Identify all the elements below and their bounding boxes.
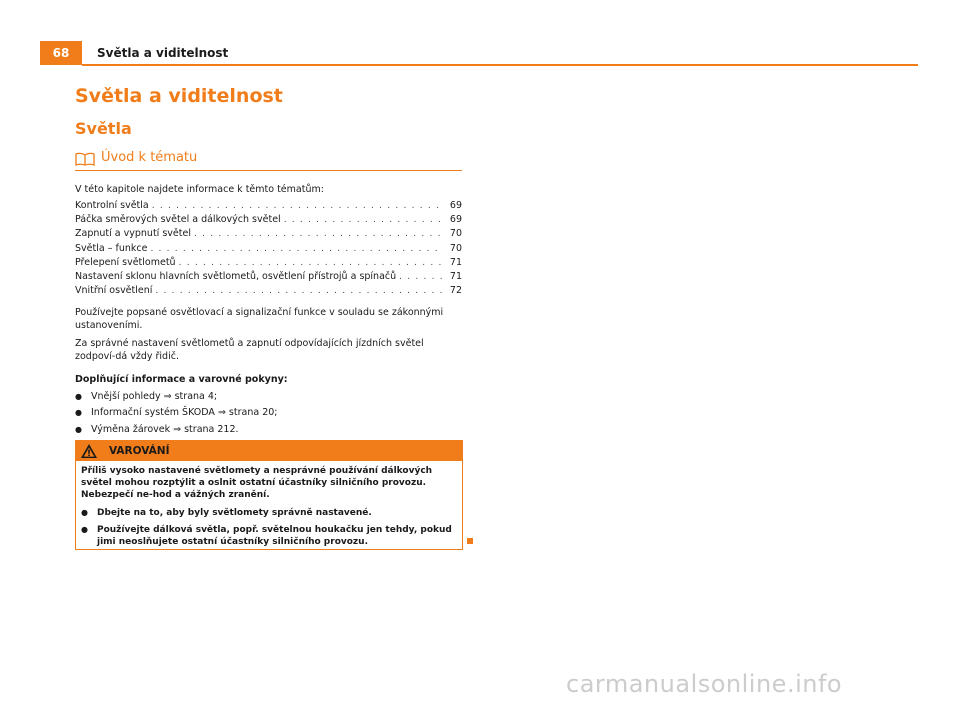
- toc-leader: [284, 215, 442, 225]
- list-item-text: Informační systém ŠKODA ⇒ strana 20;: [91, 407, 278, 419]
- warning-triangle-icon: [80, 443, 98, 459]
- warning-body: [76, 461, 462, 548]
- toc-entry-page: 71: [449, 256, 462, 268]
- toc-entry[interactable]: [75, 271, 462, 285]
- list-item-text: Výměna žárovek ⇒ strana 212.: [91, 423, 239, 435]
- toc-entry-label: Vnitřní osvětlení: [75, 285, 153, 297]
- chapter-title: Světla a viditelnost: [75, 85, 283, 107]
- warning-title: VAROVÁNÍ: [109, 445, 170, 457]
- book-icon: [75, 152, 95, 166]
- bullet-icon: ●: [75, 408, 82, 418]
- watermark: carmanualsonline.info: [566, 670, 843, 698]
- warning-text: Příliš vysoko nastavené světlomety a nesprávné používání dálkových světel mohou rozptýlit a oslnit ostatní účastníky silničního provozu. Nebezpečí ne-hod a vážných zranění.: [81, 466, 433, 501]
- toc-entry-label: Kontrolní světla: [75, 200, 149, 211]
- header-section-title: Světla a viditelnost: [97, 46, 229, 60]
- toc-leader: [152, 201, 442, 211]
- toc-entry-page: 70: [449, 228, 462, 240]
- topic-heading: [75, 150, 462, 171]
- bullet-icon: ●: [81, 507, 88, 517]
- toc-entry[interactable]: [75, 285, 462, 299]
- toc-leader: [150, 244, 442, 254]
- table-of-contents: [75, 200, 462, 299]
- toc-leader: [399, 272, 442, 282]
- topic-title: Úvod k tématu: [101, 150, 198, 165]
- toc-entry[interactable]: [75, 228, 462, 242]
- toc-entry[interactable]: [75, 257, 462, 271]
- paragraph-regulations: Používejte popsané osvětlovací a signalizační funkce v souladu se zákonnými ustanoveními.: [75, 307, 444, 331]
- toc-entry-page: 69: [449, 200, 462, 211]
- bullet-icon: ●: [75, 424, 82, 434]
- toc-entry[interactable]: [75, 243, 462, 257]
- page-header: [40, 41, 918, 65]
- list-item[interactable]: [75, 388, 462, 405]
- warning-box: [75, 440, 463, 550]
- toc-entry-page: 71: [449, 270, 462, 282]
- section-end-marker: [467, 538, 473, 544]
- bullet-icon: ●: [75, 391, 82, 401]
- toc-entry-page: 69: [449, 214, 462, 226]
- paragraph-driver-responsibility: Za správné nastavení světlometů a zapnutí odpovídajících jízdních světel zodpoví-dá vždy řidič.: [75, 338, 424, 362]
- reference-list: [75, 388, 462, 438]
- toc-entry-label: Nastavení sklonu hlavních světlometů, osvětlení přístrojů a spínačů: [75, 270, 397, 282]
- toc-entry-label: Páčka směrových světel a dálkových světel: [75, 214, 281, 226]
- toc-leader: [194, 229, 442, 239]
- warning-list-item: [81, 524, 457, 548]
- list-item[interactable]: [75, 405, 462, 422]
- toc-entry[interactable]: [75, 200, 462, 214]
- intro-text: V této kapitole najdete informace k těmto tématům:: [75, 184, 324, 195]
- warning-header: [76, 441, 462, 461]
- toc-entry[interactable]: [75, 214, 462, 228]
- additional-info-heading: Doplňující informace a varovné pokyny:: [75, 374, 288, 385]
- header-divider: [82, 64, 918, 66]
- list-item-text: Vnější pohledy ⇒ strana 4;: [91, 390, 218, 402]
- toc-entry-label: Přelepení světlometů: [75, 256, 176, 268]
- toc-entry-page: 70: [449, 242, 462, 254]
- list-item[interactable]: [75, 421, 462, 438]
- warning-list-item-text: Dbejte na to, aby byly světlomety správně nastavené.: [97, 507, 372, 518]
- page-number: 68: [40, 41, 82, 65]
- toc-entry-label: Světla – funkce: [75, 242, 148, 254]
- toc-leader: [179, 258, 442, 268]
- toc-entry-page: 72: [449, 285, 462, 297]
- section-title: Světla: [75, 119, 132, 138]
- bullet-icon: ●: [81, 524, 88, 534]
- toc-leader: [155, 286, 442, 296]
- toc-entry-label: Zapnutí a vypnutí světel: [75, 228, 191, 240]
- warning-list-item-text: Používejte dálková světla, popř. světelnou houkačku jen tehdy, pokud jimi neoslňujete ostatní účastníky silničního provozu.: [97, 524, 452, 548]
- warning-list-item: [81, 507, 457, 519]
